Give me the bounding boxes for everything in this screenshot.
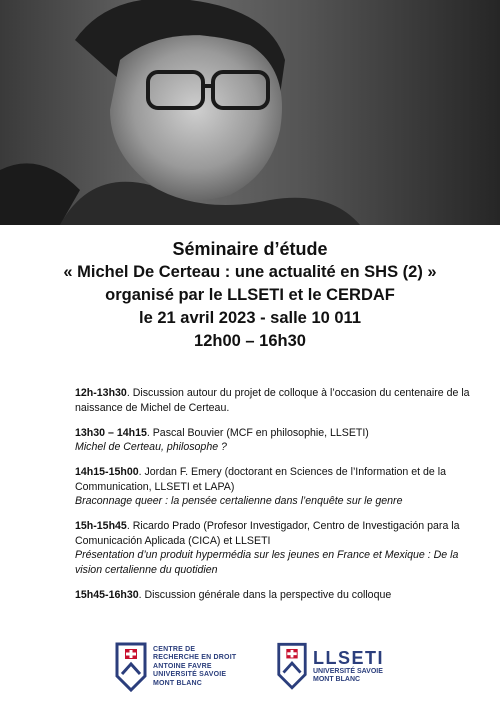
entry-talk-title: Braconnage queer : la pensée certalienne dans l’enquête sur le genre: [75, 495, 403, 507]
entry-text: . Discussion générale dans la perspective du colloque: [138, 588, 392, 601]
entry-text: . Ricardo Prado (Profesor Investigador, Centro de Investigación para la Comunicación Aplicada (CICA) et LLSETI: [75, 520, 460, 547]
entry-time: 13h30 – 14h15: [75, 426, 147, 439]
seminar-subtitle: « Michel De Certeau : une actualité en SHS (2) »: [63, 263, 437, 281]
cerdaf-line: CENTRE DE: [153, 645, 196, 653]
cerdaf-university: MONT BLANC: [153, 679, 203, 687]
entry-text: . Discussion autour du projet de colloque à l’occasion du centenaire de la naissance de Michel de Certeau.: [75, 387, 470, 414]
entry-text: . Pascal Bouvier (MCF en philosophie, LLSETI): [146, 426, 369, 439]
portrait-photo: [0, 0, 500, 225]
logo-bar: [0, 640, 500, 700]
llseti-university: MONT BLANC: [313, 675, 361, 683]
llseti-logo: [275, 642, 384, 690]
program-entry: [75, 519, 480, 577]
organizers: organisé par le LLSETI et le CERDAF: [105, 286, 395, 304]
cerdaf-university: UNIVERSITÉ SAVOIE: [153, 671, 227, 679]
llseti-name: LLSETI: [313, 647, 384, 668]
entry-talk-title: Présentation d’un produit hypermédia sur les jeunes en France et Mexique : De la vision certalienne du quotidien: [75, 549, 459, 576]
shield-icon: [113, 642, 149, 692]
seminar-title: Séminaire d’étude: [172, 239, 328, 259]
cerdaf-line: ANTOINE FAVRE: [153, 662, 212, 670]
program-entry: [75, 386, 480, 415]
entry-time: 12h-13h30: [75, 387, 127, 399]
program-entry: [75, 426, 480, 455]
llseti-university: UNIVERSITÉ SAVOIE: [313, 667, 383, 675]
program-entry: [75, 588, 480, 603]
entry-text: . Jordan F. Emery (doctorant en Sciences de l’Information et de la Communication, LLSETI et LAPA): [75, 466, 446, 493]
shield-icon: [275, 642, 309, 690]
date-room: le 21 avril 2023 - salle 10 011: [138, 309, 362, 327]
cerdaf-logo: [113, 642, 236, 692]
cerdaf-line: RECHERCHE EN DROIT: [153, 654, 237, 662]
seminar-header: [0, 238, 500, 353]
entry-time: 14h15-15h00: [75, 466, 139, 478]
program-entry: [75, 465, 480, 509]
entry-talk-title: Michel de Certeau, philosophe ?: [75, 441, 227, 453]
program-list: [75, 386, 480, 613]
entry-time: 15h-15h45: [75, 520, 127, 532]
time-range: 12h00 – 16h30: [194, 332, 306, 350]
entry-time: 15h45-16h30: [75, 588, 139, 601]
